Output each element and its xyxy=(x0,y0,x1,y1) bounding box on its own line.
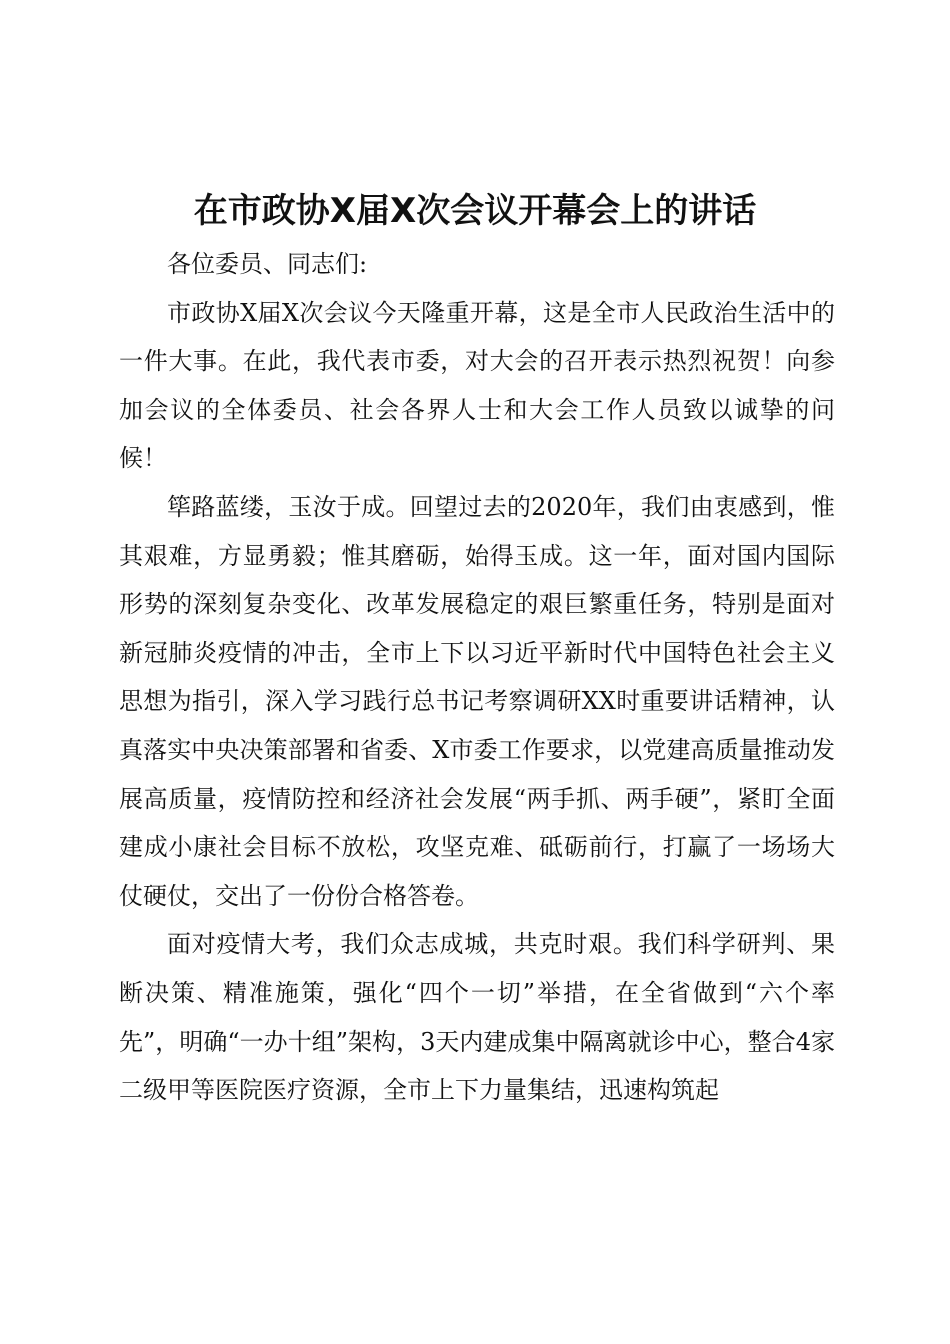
paragraph: 面对疫情大考，我们众志成城，共克时艰。我们科学研判、果断决策、精准施策，强化“四个一切”举措，在全省做到“六个率先”，明确“一办十组”架构，3天内建成集中隔离就诊中心，整合4家二级甲等医院医疗资源，全市上下力量集结，迅速构筑起 xyxy=(119,930,835,1105)
document-title: 在市政协X届X次会议开幕会上的讲话 xyxy=(193,191,757,231)
paragraph: 市政协X届X次会议今天隆重开幕，这是全市人民政治生活中的一件大事。在此，我代表市委，对大会的召开表示热烈祝贺！向参加会议的全体委员、社会各界人士和大会工作人员致以诚挚的问候！ xyxy=(119,298,835,473)
salutation: 各位委员、同志们: xyxy=(167,250,368,278)
paragraph: 筚路蓝缕，玉汝于成。回望过去的2020年，我们由衷感到，惟其艰难，方显勇毅；惟其磨砺，始得玉成。这一年，面对国内国际形势的深刻复杂变化、改革发展稳定的艰巨繁重任务，特别是面对新冠肺炎疫情的冲击，全市上下以习近平新时代中国特色社会主义思想为指引，深入学习践行总书记考察调研XX时重要讲话精神，认真落实中央决策部署和省委、X市委工作要求，以党建高质量推动发展高质量，疫情防控和经济社会发展“两手抓、两手硬”，紧盯全面建成小康社会目标不放松，攻坚克难、砥砺前行，打赢了一场场大仗硬仗，交出了一份份合格答卷。 xyxy=(119,492,835,910)
document-body xyxy=(119,240,835,1115)
